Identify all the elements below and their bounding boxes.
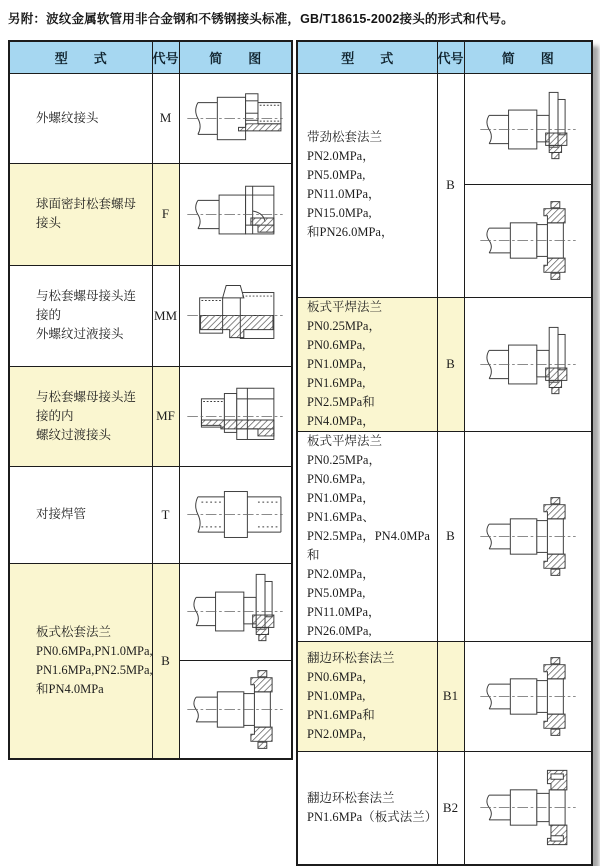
code-cell: B xyxy=(152,563,179,759)
type-cell: 与松套螺母接头连接的内 螺纹过渡接头 xyxy=(9,366,152,466)
code-cell: M xyxy=(152,73,179,163)
table-row xyxy=(9,366,292,466)
column-header-code: 代号 xyxy=(437,41,464,73)
diagram-cell xyxy=(464,641,592,751)
page-title: 另附：波纹金属软管用非合金钢和不锈钢接头标准，GB/T18615-2002接头的形式和代号。 xyxy=(8,12,514,26)
code-cell: B xyxy=(437,431,464,641)
diagram-cell xyxy=(464,751,592,865)
diagram-cell xyxy=(179,466,292,563)
diagram-cell xyxy=(464,297,592,431)
loose-flange-section-diagram xyxy=(180,661,292,758)
type-cell: 对接焊管 xyxy=(9,466,152,563)
table-row xyxy=(9,73,292,163)
loose-nut-diagram xyxy=(180,164,292,265)
loose-flange-section-diagram xyxy=(465,642,592,751)
table-row xyxy=(9,163,292,265)
fitting-table-right xyxy=(296,40,593,866)
plate-flange-section-diagram xyxy=(465,752,592,864)
type-cell: 板式松套法兰 PN0.6MPa,PN1.0MPa, PN1.6MPa,PN2.5MPa, 和PN4.0MPa xyxy=(9,563,152,759)
table-row xyxy=(297,641,592,751)
table-row xyxy=(297,73,592,297)
column-header-diagram: 简 图 xyxy=(179,41,292,73)
double-male-nipple-diagram xyxy=(180,266,292,366)
butt-weld-pipe-diagram xyxy=(180,467,292,563)
code-cell: B1 xyxy=(437,641,464,751)
type-cell: 翻边环松套法兰 PN0.6MPa，PN1.0MPa, PN1.6MPa和PN2.0MPa， xyxy=(297,641,437,751)
code-cell: B xyxy=(437,297,464,431)
column-header-code: 代号 xyxy=(152,41,179,73)
code-cell: MF xyxy=(152,366,179,466)
code-cell: MM xyxy=(152,265,179,366)
diagram-cell xyxy=(179,163,292,265)
table-row xyxy=(9,466,292,563)
code-cell: B xyxy=(437,73,464,297)
type-cell: 带劲松套法兰 PN2.0MPa，PN5.0MPa, PN11.0MPa，PN15.0MPa, 和PN26.0MPa， xyxy=(297,73,437,297)
diagram-cell xyxy=(179,265,292,366)
table-row xyxy=(9,563,292,759)
tables-container xyxy=(8,40,593,866)
diagram-cell xyxy=(464,73,592,297)
loose-flange-front-diagram xyxy=(180,564,292,661)
table-row xyxy=(9,265,292,366)
code-cell: B2 xyxy=(437,751,464,865)
fitting-table-left xyxy=(8,40,293,760)
type-cell: 板式平焊法兰 PN0.25MPa，PN0.6MPa, PN1.0MPa，PN1.6MPa, PN2.5MPa和PN4.0MPa， xyxy=(297,297,437,431)
diagram-cell xyxy=(179,563,292,759)
loose-flange-front-diagram xyxy=(465,306,592,423)
diagram-cell xyxy=(179,366,292,466)
header-row xyxy=(9,41,292,73)
column-header-type: 型 式 xyxy=(297,41,437,73)
column-header-type: 型 式 xyxy=(9,41,152,73)
table-row xyxy=(297,297,592,431)
code-cell: F xyxy=(152,163,179,265)
type-cell: 翻边环松套法兰 PN1.6MPa（板式法兰） xyxy=(297,751,437,865)
male-female-adapter-diagram xyxy=(180,367,292,466)
type-cell: 与松套螺母接头连接的 外螺纹过液接头 xyxy=(9,265,152,366)
table-row xyxy=(297,431,592,641)
header-row xyxy=(297,41,592,73)
table-row xyxy=(297,751,592,865)
diagram-cell xyxy=(179,73,292,163)
loose-flange-front-diagram xyxy=(465,74,592,185)
male-thread-diagram xyxy=(180,74,292,163)
type-cell: 板式平焊法兰 PN0.25MPa，PN0.6MPa, PN1.0MPa，PN1.6MPa、 PN2.5MPa，PN4.0MPa和 PN2.0MPa，PN5.0MPa, PN11.0MPa，PN26.0MPa, xyxy=(297,431,437,641)
code-cell: T xyxy=(152,466,179,563)
loose-flange-section-diagram xyxy=(465,476,592,596)
type-cell: 外螺纹接头 xyxy=(9,73,152,163)
column-header-diagram: 简 图 xyxy=(464,41,592,73)
diagram-cell xyxy=(464,431,592,641)
loose-flange-section-diagram xyxy=(465,185,592,296)
type-cell: 球面密封松套螺母接头 xyxy=(9,163,152,265)
